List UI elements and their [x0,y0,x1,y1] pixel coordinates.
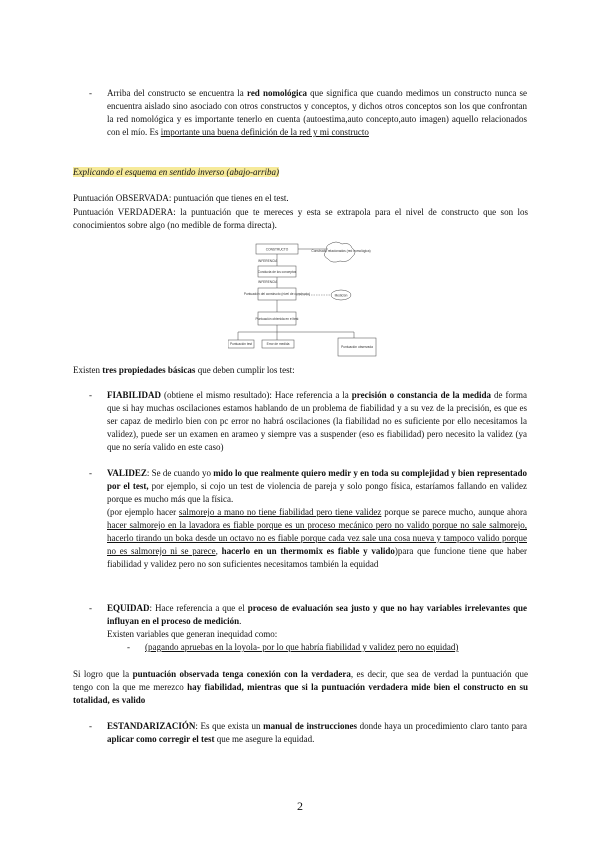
estandarizacion-paragraph: ESTANDARIZACIÓN: Es que exista un manual de instrucciones donde haya un procedimiento claro tanto para aplicar como corregir el test que me asegure la equidad. [107,721,527,744]
bottom-label-3: Puntuación observada [341,345,373,349]
logro-paragraph: Si logro que la puntuación observada tenga conexión con la verdadera, es decir, que sea de verdad la puntuación que tengo con la que me merezco hay fiabilidad, mientras que si la puntuación verdadera mide bien el constructo en su totalidad, es valido [73,669,529,705]
inferencia-label-2: INFERENCIA [258,280,278,284]
red-nomologica-label: Constructo relacionados (red nomológica) [311,249,371,253]
fiabilidad-paragraph: FIABILIDAD (obtiene el mismo resultado): Hace referencia a la precisión o constancia de la medida de forma que si hay muchas oscilaciones estamos hablando de un problema de fiabilidad y a su vez de la precisión, es que es ser capaz de medirlo bien con pc error no habrá oscilaciones (la fiabilidad no es suficiente por ello necesitamos la validez), puede ser un examen en arameo y siempre vas a suspender (eso es fiabilidad) pero necesito la validez (ya que no sería valido en este caso) [107,390,527,452]
section-heading: Explicando el esquema en sentido inverso (abajo-arriba) [73,167,279,177]
bullet-dash: - [89,603,92,613]
puntuacion-constructo-label: Puntuación del constructo (nivel de constructo) [243,292,311,296]
bottom-label-2: Error de medida [266,342,290,346]
validez-paragraph: VALIDEZ: Se de cuando yo mido lo que realmente quiero medir y en toda su complejidad y bien representado por el test, por ejemplo, si cojo un test de violencia de pareja y solo pongo física, estaríamos fallando en validez porque es mucho más que la física. (por ejemplo hacer salmorejo a mano no tiene fiabilidad pero tiene validez porque se parece mucho, aunque ahora hacer salmorejo en la lavadora es fiable porque es un proceso mecánico pero no valido porque no sale salmorejo, hacerlo tirando un boka desde un octavo no es fiable porque cada vez sale una cosa nueva y tampoco valido porque no es salmorejo ni se parece, hacerlo en un thermomix es fiable y valido)para que funcione tiene que haber fiabilidad y validez pero no son suficientes necesitamos también la equidad [107,468,528,569]
puntuacion-verdadera: Puntuación VERDADERA: la puntuación que te mereces y esta se extrapola para el nivel de constructo que son los conocimientos sobre algo (no medible de forma directa). [73,207,528,230]
inferencia-label-1: INFERENCIA [258,259,278,263]
constructo-diagram [228,240,378,358]
propiedades-intro: Existen tres propiedades básicas que deben cumplir los test: [73,365,295,375]
bullet-dash: - [89,88,92,98]
red-nomologica-paragraph: Arriba del constructo se encuentra la red nomológica que significa que cuando medimos un constructo nunca se encuentra aislado sino asociado con otros constructos y conceptos, y dichos otros conceptos son los que confrontan la red nomológica y es importante tenerlo en cuenta (autoestima,auto concepto,auto imagen) aquello relacionados con el mío. Es importante una buena definición de la red y mi constructo [107,88,527,137]
bottom-label-1: Puntuación test [230,342,252,346]
equidad-example: (pagando apruebas en la loyola- por lo que habría fiabilidad y validez pero no equidad) [145,642,459,652]
bullet-dash: - [89,390,92,400]
conducta-label: Conducta de los conceptos [257,270,297,274]
equidad-paragraph: EQUIDAD: Hace referencia a que el proceso de evaluación sea justo y que no hay variables irrelevantes que influyan en el proceso de medición. Existen variables que generan inequidad como: [107,603,527,639]
constructo-label: CONSTRUCTO [265,247,289,252]
page-number: 2 [297,799,303,813]
puntuacion-observada: Puntuación OBSERVADA: puntuación que tienes en el test. [73,193,289,203]
bullet-dash: - [89,721,92,731]
puntuacion-test-label: Puntuación obtenida en el test [255,317,299,321]
sub-bullet-dash: - [127,642,130,652]
medicion-label: Medición [334,293,348,298]
bullet-dash: - [89,468,92,478]
